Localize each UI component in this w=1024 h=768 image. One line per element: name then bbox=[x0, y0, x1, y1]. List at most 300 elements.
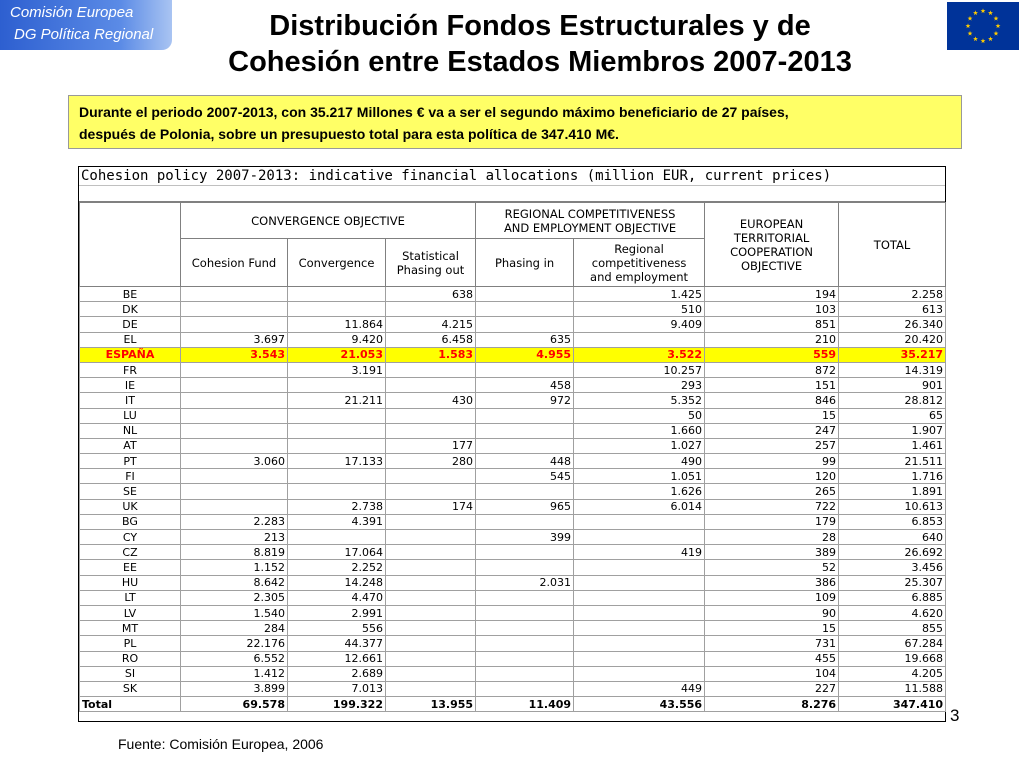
statistical-header-line-1: Statistical bbox=[402, 248, 459, 263]
value-cell: 722 bbox=[705, 499, 839, 514]
value-cell: 22.176 bbox=[181, 636, 288, 651]
value-cell: 449 bbox=[574, 681, 705, 696]
value-cell: 1.152 bbox=[181, 560, 288, 575]
convergence-header: Convergence bbox=[288, 239, 386, 287]
value-cell: 43.556 bbox=[574, 697, 705, 712]
value-cell: 26.340 bbox=[839, 317, 946, 332]
value-cell: 4.215 bbox=[386, 317, 476, 332]
table-row bbox=[80, 697, 946, 712]
value-cell: 399 bbox=[476, 530, 574, 545]
value-cell: 6.552 bbox=[181, 651, 288, 666]
value-cell: 199.322 bbox=[288, 697, 386, 712]
value-cell: 26.692 bbox=[839, 545, 946, 560]
table-row bbox=[80, 317, 946, 332]
value-cell bbox=[476, 287, 574, 302]
flag-star-icon bbox=[988, 10, 993, 15]
value-cell: 638 bbox=[386, 287, 476, 302]
value-cell bbox=[476, 560, 574, 575]
logo-line-2: DG Política Regional bbox=[14, 26, 154, 43]
value-cell bbox=[181, 317, 288, 332]
value-cell: 972 bbox=[476, 393, 574, 408]
eu-flag-stars bbox=[947, 2, 1019, 50]
value-cell: 613 bbox=[839, 302, 946, 317]
country-cell: CY bbox=[80, 530, 181, 545]
value-cell: 6.014 bbox=[574, 499, 705, 514]
flag-star-icon bbox=[968, 16, 973, 21]
country-cell: SI bbox=[80, 666, 181, 681]
value-cell: 174 bbox=[386, 499, 476, 514]
flag-star-icon bbox=[973, 36, 978, 41]
flag-star-icon bbox=[981, 8, 986, 13]
value-cell: 65 bbox=[839, 408, 946, 423]
table-row bbox=[80, 484, 946, 499]
country-cell: SK bbox=[80, 681, 181, 696]
statistical-header-line-2: Phasing out bbox=[396, 262, 465, 277]
value-cell: 10.613 bbox=[839, 499, 946, 514]
value-cell: 151 bbox=[705, 378, 839, 393]
rce-header-line-1: REGIONAL COMPETITIVENESS bbox=[504, 206, 676, 221]
table-row bbox=[80, 362, 946, 377]
country-cell: UK bbox=[80, 499, 181, 514]
value-cell bbox=[574, 514, 705, 529]
value-cell bbox=[288, 302, 386, 317]
value-cell: 194 bbox=[705, 287, 839, 302]
logo-line-1: Comisión Europea bbox=[10, 4, 134, 21]
value-cell: 90 bbox=[705, 605, 839, 620]
value-cell bbox=[574, 575, 705, 590]
value-cell bbox=[476, 590, 574, 605]
value-cell: 965 bbox=[476, 499, 574, 514]
table-row bbox=[80, 590, 946, 605]
value-cell: 3.060 bbox=[181, 454, 288, 469]
value-cell: 177 bbox=[386, 438, 476, 453]
etc-header-line-4: OBJECTIVE bbox=[740, 258, 803, 273]
value-cell: 1.660 bbox=[574, 423, 705, 438]
title-line-2: Cohesión entre Estados Miembros 2007-2013 bbox=[228, 46, 852, 78]
country-cell: RO bbox=[80, 651, 181, 666]
country-cell: FR bbox=[80, 362, 181, 377]
value-cell: 4.470 bbox=[288, 590, 386, 605]
value-cell: 1.425 bbox=[574, 287, 705, 302]
value-cell: 17.133 bbox=[288, 454, 386, 469]
value-cell bbox=[574, 651, 705, 666]
flag-star-icon bbox=[966, 23, 971, 28]
convergence-objective-header: CONVERGENCE OBJECTIVE bbox=[181, 203, 476, 239]
country-cell: Total bbox=[80, 697, 181, 712]
value-cell bbox=[181, 484, 288, 499]
value-cell: 4.955 bbox=[476, 347, 574, 362]
value-cell: 3.543 bbox=[181, 347, 288, 362]
value-cell: 2.689 bbox=[288, 666, 386, 681]
table-row bbox=[80, 530, 946, 545]
regional-competitiveness-header bbox=[574, 239, 705, 287]
value-cell: 419 bbox=[574, 545, 705, 560]
value-cell bbox=[386, 590, 476, 605]
value-cell bbox=[386, 302, 476, 317]
country-header bbox=[80, 203, 181, 287]
value-cell: 448 bbox=[476, 454, 574, 469]
value-cell bbox=[476, 362, 574, 377]
country-cell: DE bbox=[80, 317, 181, 332]
value-cell: 28.812 bbox=[839, 393, 946, 408]
country-cell: IE bbox=[80, 378, 181, 393]
value-cell: 640 bbox=[839, 530, 946, 545]
value-cell: 35.217 bbox=[839, 347, 946, 362]
value-cell: 280 bbox=[386, 454, 476, 469]
country-cell: PT bbox=[80, 454, 181, 469]
value-cell: 7.013 bbox=[288, 681, 386, 696]
table-row bbox=[80, 378, 946, 393]
value-cell bbox=[181, 378, 288, 393]
value-cell: 2.031 bbox=[476, 575, 574, 590]
country-cell: NL bbox=[80, 423, 181, 438]
regional-header-line-1: Regional bbox=[614, 241, 664, 256]
table-row bbox=[80, 499, 946, 514]
value-cell: 559 bbox=[705, 347, 839, 362]
value-cell: 21.511 bbox=[839, 454, 946, 469]
value-cell bbox=[476, 636, 574, 651]
country-cell: MT bbox=[80, 621, 181, 636]
total-header: TOTAL bbox=[839, 203, 946, 287]
value-cell bbox=[574, 560, 705, 575]
statistical-phasing-out-header bbox=[386, 239, 476, 287]
value-cell bbox=[476, 408, 574, 423]
value-cell: 1.051 bbox=[574, 469, 705, 484]
value-cell: 13.955 bbox=[386, 697, 476, 712]
value-cell bbox=[386, 484, 476, 499]
value-cell bbox=[386, 469, 476, 484]
value-cell bbox=[288, 378, 386, 393]
regional-header-line-2: competitiveness bbox=[591, 255, 687, 270]
table-row bbox=[80, 636, 946, 651]
rce-objective-header bbox=[476, 203, 705, 239]
table-spacer-row bbox=[79, 186, 945, 202]
value-cell: 8.819 bbox=[181, 545, 288, 560]
note-line-2: después de Polonia, sobre un presupuesto total para esta política de 347.410 M€. bbox=[79, 126, 619, 142]
value-cell bbox=[386, 605, 476, 620]
value-cell bbox=[181, 499, 288, 514]
value-cell: 4.620 bbox=[839, 605, 946, 620]
country-cell: BG bbox=[80, 514, 181, 529]
value-cell: 11.409 bbox=[476, 697, 574, 712]
value-cell bbox=[181, 362, 288, 377]
value-cell: 210 bbox=[705, 332, 839, 347]
value-cell: 490 bbox=[574, 454, 705, 469]
summary-note bbox=[68, 95, 962, 149]
flag-star-icon bbox=[968, 31, 973, 36]
value-cell: 14.248 bbox=[288, 575, 386, 590]
value-cell bbox=[386, 666, 476, 681]
slide-title bbox=[180, 8, 900, 80]
value-cell: 179 bbox=[705, 514, 839, 529]
table-row bbox=[80, 347, 946, 362]
value-cell bbox=[476, 545, 574, 560]
value-cell: 9.420 bbox=[288, 332, 386, 347]
value-cell bbox=[476, 302, 574, 317]
value-cell: 1.027 bbox=[574, 438, 705, 453]
value-cell: 2.258 bbox=[839, 287, 946, 302]
table-row bbox=[80, 454, 946, 469]
value-cell: 846 bbox=[705, 393, 839, 408]
value-cell: 52 bbox=[705, 560, 839, 575]
page-number: 3 bbox=[950, 706, 960, 725]
country-cell: SE bbox=[80, 484, 181, 499]
value-cell: 44.377 bbox=[288, 636, 386, 651]
value-cell: 4.391 bbox=[288, 514, 386, 529]
value-cell: 1.907 bbox=[839, 423, 946, 438]
value-cell: 1.461 bbox=[839, 438, 946, 453]
country-cell: EL bbox=[80, 332, 181, 347]
value-cell: 120 bbox=[705, 469, 839, 484]
country-cell: IT bbox=[80, 393, 181, 408]
value-cell bbox=[476, 621, 574, 636]
flag-star-icon bbox=[988, 36, 993, 41]
country-cell: LU bbox=[80, 408, 181, 423]
cohesion-fund-header: Cohesion Fund bbox=[181, 239, 288, 287]
value-cell: 20.420 bbox=[839, 332, 946, 347]
etc-header-line-3: COOPERATION bbox=[730, 244, 813, 259]
value-cell: 19.668 bbox=[839, 651, 946, 666]
value-cell bbox=[288, 469, 386, 484]
value-cell: 257 bbox=[705, 438, 839, 453]
value-cell: 25.307 bbox=[839, 575, 946, 590]
flag-star-icon bbox=[996, 23, 1001, 28]
value-cell: 104 bbox=[705, 666, 839, 681]
value-cell bbox=[386, 636, 476, 651]
value-cell bbox=[386, 362, 476, 377]
table-row bbox=[80, 393, 946, 408]
value-cell: 6.458 bbox=[386, 332, 476, 347]
value-cell: 5.352 bbox=[574, 393, 705, 408]
value-cell: 11.864 bbox=[288, 317, 386, 332]
value-cell bbox=[574, 666, 705, 681]
value-cell bbox=[386, 514, 476, 529]
value-cell: 213 bbox=[181, 530, 288, 545]
value-cell bbox=[476, 438, 574, 453]
value-cell: 3.697 bbox=[181, 332, 288, 347]
value-cell bbox=[574, 530, 705, 545]
value-cell: 6.885 bbox=[839, 590, 946, 605]
value-cell: 284 bbox=[181, 621, 288, 636]
value-cell bbox=[386, 545, 476, 560]
country-cell: BE bbox=[80, 287, 181, 302]
value-cell: 2.738 bbox=[288, 499, 386, 514]
country-cell: EE bbox=[80, 560, 181, 575]
value-cell: 17.064 bbox=[288, 545, 386, 560]
value-cell bbox=[181, 469, 288, 484]
etc-objective-header bbox=[705, 203, 839, 287]
table-row bbox=[80, 681, 946, 696]
value-cell: 109 bbox=[705, 590, 839, 605]
value-cell bbox=[288, 438, 386, 453]
value-cell: 2.283 bbox=[181, 514, 288, 529]
value-cell: 12.661 bbox=[288, 651, 386, 666]
table-row bbox=[80, 560, 946, 575]
value-cell: 103 bbox=[705, 302, 839, 317]
value-cell: 4.205 bbox=[839, 666, 946, 681]
value-cell bbox=[574, 332, 705, 347]
value-cell bbox=[288, 530, 386, 545]
country-cell: CZ bbox=[80, 545, 181, 560]
table-row bbox=[80, 438, 946, 453]
value-cell bbox=[476, 317, 574, 332]
value-cell: 1.540 bbox=[181, 605, 288, 620]
value-cell: 1.716 bbox=[839, 469, 946, 484]
value-cell: 347.410 bbox=[839, 697, 946, 712]
value-cell bbox=[288, 423, 386, 438]
table-title: Cohesion policy 2007-2013: indicative financial allocations (million EUR, current prices) bbox=[79, 167, 945, 186]
value-cell: 1.583 bbox=[386, 347, 476, 362]
value-cell bbox=[181, 287, 288, 302]
value-cell bbox=[288, 484, 386, 499]
value-cell: 9.409 bbox=[574, 317, 705, 332]
value-cell bbox=[574, 636, 705, 651]
table-row bbox=[80, 575, 946, 590]
value-cell bbox=[288, 287, 386, 302]
note-line-1: Durante el periodo 2007-2013, con 35.217 Millones € va a ser el segundo máximo beneficiario de 27 países, bbox=[79, 104, 789, 120]
country-cell: FI bbox=[80, 469, 181, 484]
value-cell bbox=[386, 530, 476, 545]
country-cell: HU bbox=[80, 575, 181, 590]
table-row bbox=[80, 514, 946, 529]
value-cell bbox=[288, 408, 386, 423]
value-cell: 855 bbox=[839, 621, 946, 636]
etc-header-line-1: EUROPEAN bbox=[739, 216, 804, 231]
country-cell: PL bbox=[80, 636, 181, 651]
value-cell bbox=[476, 651, 574, 666]
value-cell bbox=[476, 484, 574, 499]
commission-logo bbox=[0, 0, 172, 50]
table-row bbox=[80, 605, 946, 620]
value-cell: 8.276 bbox=[705, 697, 839, 712]
value-cell: 28 bbox=[705, 530, 839, 545]
value-cell bbox=[181, 423, 288, 438]
value-cell: 265 bbox=[705, 484, 839, 499]
value-cell: 1.626 bbox=[574, 484, 705, 499]
table-row bbox=[80, 469, 946, 484]
value-cell: 2.991 bbox=[288, 605, 386, 620]
value-cell: 2.305 bbox=[181, 590, 288, 605]
value-cell bbox=[386, 621, 476, 636]
value-cell: 50 bbox=[574, 408, 705, 423]
value-cell bbox=[386, 378, 476, 393]
table-row bbox=[80, 423, 946, 438]
source-note: Fuente: Comisión Europea, 2006 bbox=[118, 736, 324, 752]
value-cell: 15 bbox=[705, 621, 839, 636]
value-cell bbox=[476, 605, 574, 620]
value-cell: 69.578 bbox=[181, 697, 288, 712]
value-cell: 2.252 bbox=[288, 560, 386, 575]
value-cell: 545 bbox=[476, 469, 574, 484]
value-cell bbox=[386, 575, 476, 590]
value-cell: 21.211 bbox=[288, 393, 386, 408]
table-body bbox=[80, 287, 946, 712]
value-cell: 3.899 bbox=[181, 681, 288, 696]
title-line-1: Distribución Fondos Estructurales y de bbox=[269, 10, 811, 42]
regional-header-line-3: and employment bbox=[590, 269, 689, 284]
table-row bbox=[80, 666, 946, 681]
value-cell: 458 bbox=[476, 378, 574, 393]
rce-header-line-2: AND EMPLOYMENT OBJECTIVE bbox=[503, 220, 677, 235]
phasing-in-header: Phasing in bbox=[476, 239, 574, 287]
country-cell: AT bbox=[80, 438, 181, 453]
value-cell: 3.522 bbox=[574, 347, 705, 362]
value-cell: 227 bbox=[705, 681, 839, 696]
country-cell: LV bbox=[80, 605, 181, 620]
country-cell: ESPAÑA bbox=[80, 347, 181, 362]
value-cell: 6.853 bbox=[839, 514, 946, 529]
value-cell: 556 bbox=[288, 621, 386, 636]
value-cell: 389 bbox=[705, 545, 839, 560]
value-cell: 11.588 bbox=[839, 681, 946, 696]
value-cell: 901 bbox=[839, 378, 946, 393]
value-cell bbox=[386, 408, 476, 423]
value-cell: 8.642 bbox=[181, 575, 288, 590]
value-cell bbox=[574, 605, 705, 620]
value-cell bbox=[476, 423, 574, 438]
value-cell bbox=[574, 621, 705, 636]
value-cell: 386 bbox=[705, 575, 839, 590]
value-cell: 10.257 bbox=[574, 362, 705, 377]
flag-star-icon bbox=[994, 31, 999, 36]
value-cell: 430 bbox=[386, 393, 476, 408]
value-cell: 851 bbox=[705, 317, 839, 332]
value-cell bbox=[181, 393, 288, 408]
flag-star-icon bbox=[994, 16, 999, 21]
value-cell: 1.891 bbox=[839, 484, 946, 499]
allocations-table-container bbox=[78, 166, 946, 722]
value-cell: 14.319 bbox=[839, 362, 946, 377]
value-cell bbox=[386, 651, 476, 666]
value-cell bbox=[476, 514, 574, 529]
value-cell bbox=[181, 302, 288, 317]
table-row bbox=[80, 651, 946, 666]
value-cell: 872 bbox=[705, 362, 839, 377]
table-row bbox=[80, 621, 946, 636]
value-cell bbox=[181, 438, 288, 453]
value-cell: 99 bbox=[705, 454, 839, 469]
etc-header-line-2: TERRITORIAL bbox=[733, 230, 810, 245]
flag-star-icon bbox=[973, 10, 978, 15]
value-cell: 67.284 bbox=[839, 636, 946, 651]
table-row bbox=[80, 408, 946, 423]
value-cell bbox=[476, 666, 574, 681]
value-cell: 247 bbox=[705, 423, 839, 438]
value-cell: 1.412 bbox=[181, 666, 288, 681]
table-row bbox=[80, 545, 946, 560]
value-cell: 21.053 bbox=[288, 347, 386, 362]
value-cell: 510 bbox=[574, 302, 705, 317]
value-cell bbox=[181, 408, 288, 423]
value-cell bbox=[476, 681, 574, 696]
table-row bbox=[80, 332, 946, 347]
value-cell: 731 bbox=[705, 636, 839, 651]
value-cell: 15 bbox=[705, 408, 839, 423]
value-cell bbox=[386, 423, 476, 438]
value-cell: 3.456 bbox=[839, 560, 946, 575]
value-cell bbox=[386, 681, 476, 696]
value-cell bbox=[574, 590, 705, 605]
value-cell bbox=[386, 560, 476, 575]
country-cell: LT bbox=[80, 590, 181, 605]
value-cell: 293 bbox=[574, 378, 705, 393]
value-cell: 455 bbox=[705, 651, 839, 666]
table-row bbox=[80, 287, 946, 302]
country-cell: DK bbox=[80, 302, 181, 317]
value-cell: 3.191 bbox=[288, 362, 386, 377]
allocations-table bbox=[79, 202, 946, 712]
table-row bbox=[80, 302, 946, 317]
